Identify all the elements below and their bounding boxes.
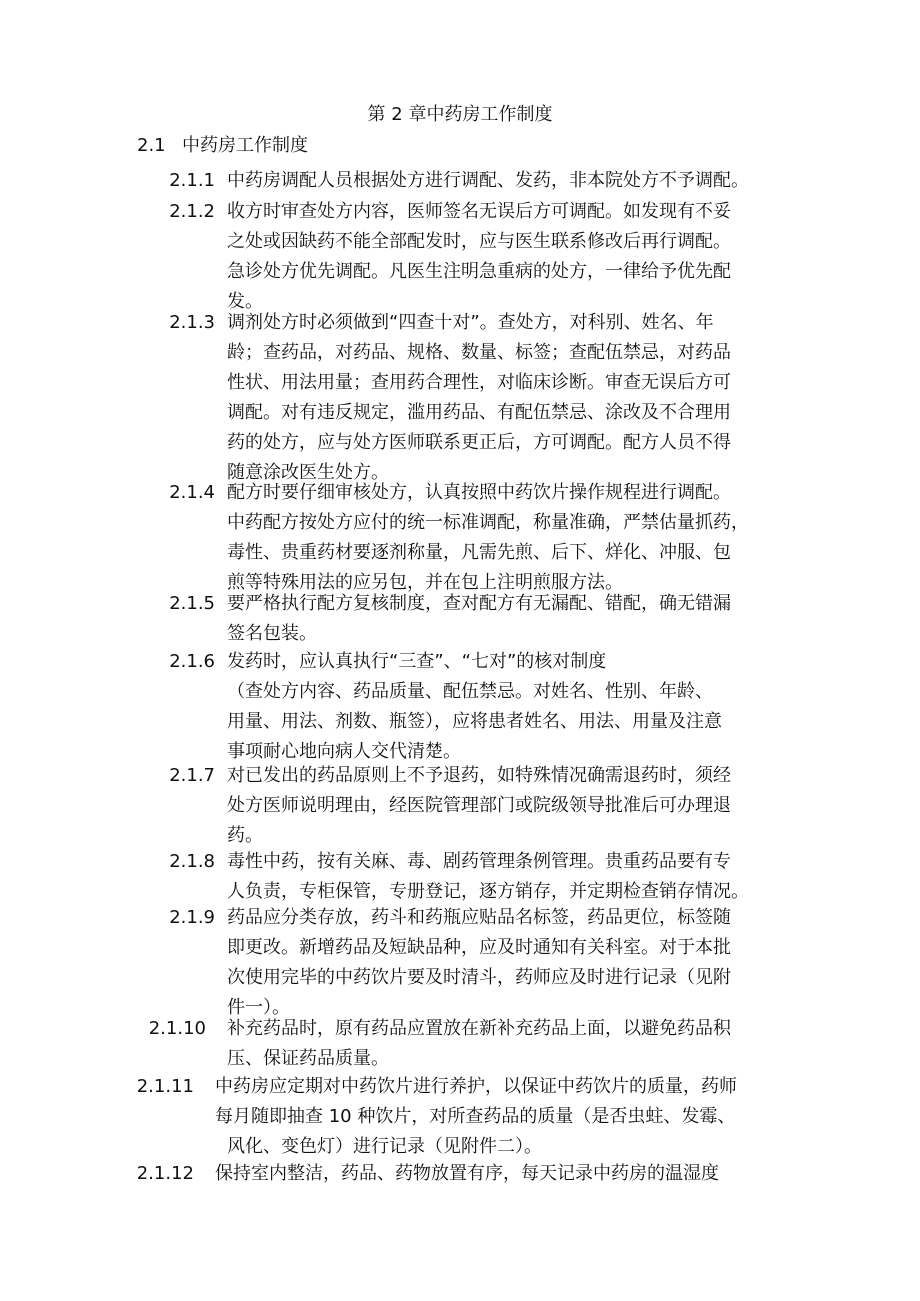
rule-text-line: 发。 bbox=[227, 291, 263, 312]
rule-text-line: 药品应分类存放，药斗和药瓶应贴品名标签，药品更位，标签随 bbox=[227, 907, 731, 928]
rule-text-line: 次使用完毕的中药饮片要及时清斗，药师应及时进行记录（见附 bbox=[227, 967, 731, 988]
section-title: 中药房工作制度 bbox=[182, 135, 308, 156]
rule-number: 2.1.4 bbox=[169, 482, 215, 503]
rule-text-line: 之处或因缺药不能全部配发时，应与医生联系修改后再行调配。 bbox=[227, 231, 731, 252]
rule-text-line: 收方时审查处方内容，医师签名无误后方可调配。如发现有不妥 bbox=[227, 201, 731, 222]
rule-text-line: 煎等特殊用法的应另包，并在包上注明煎服方法。 bbox=[227, 572, 623, 593]
rule-number: 2.1.11 bbox=[136, 1076, 194, 1097]
rule-text-line: 龄；查药品，对药品、规格、数量、标签；查配伍禁忌，对药品 bbox=[227, 342, 731, 363]
rule-text-line: 人负责，专柜保管，专册登记，逐方销存，并定期检查销存情况。 bbox=[227, 881, 749, 902]
rule-text-line: 对已发出的药品原则上不予退药，如特殊情况确需退药时，须经 bbox=[227, 765, 731, 786]
rule-number: 2.1.3 bbox=[169, 312, 215, 333]
rule-text-line: 处方医师说明理由，经医院管理部门或院级领导批准后可办理退 bbox=[227, 795, 731, 816]
chapter-title: 第 2 章中药房工作制度 bbox=[367, 104, 553, 125]
rule-text-line: 即更改。新增药品及短缺品种，应及时通知有关科室。对于本批 bbox=[227, 937, 731, 958]
section-heading bbox=[137, 131, 308, 161]
rule-text-line: 随意涂改医生处方。 bbox=[227, 462, 389, 483]
rule-text-line: 急诊处方优先调配。凡医生注明急重病的处方，一律给予优先配 bbox=[227, 261, 731, 282]
rule-number: 2.1.1 bbox=[169, 170, 215, 191]
rule-text-line: 签名包装。 bbox=[227, 623, 317, 644]
rule-text-line: 配方时要仔细审核处方，认真按照中药饮片操作规程进行调配。 bbox=[227, 482, 731, 503]
rule-text-line: （查处方内容、药品质量、配伍禁忌。对姓名、性别、年龄、 bbox=[227, 681, 713, 702]
rule-text-line: 压、保证药品质量。 bbox=[227, 1048, 389, 1069]
rule-number: 2.1.8 bbox=[169, 851, 215, 872]
rule-number: 2.1.7 bbox=[169, 765, 215, 786]
rule-text-line: 保持室内整洁，药品、药物放置有序，每天记录中药房的温湿度 bbox=[215, 1163, 719, 1184]
rule-text-line: 件一）。 bbox=[227, 997, 290, 1018]
rule-text-line: 药。 bbox=[227, 825, 263, 846]
rule-text-line: 毒性中药，按有关麻、毒、剧药管理条例管理。贵重药品要有专 bbox=[227, 851, 731, 872]
rule-text-line: 调剂处方时必须做到“四查十对”。查处方，对科别、姓名、年 bbox=[227, 312, 714, 333]
rule-number: 2.1.12 bbox=[136, 1163, 194, 1184]
rule-text-line: 风化、变色灯）进行记录（见附件二）。 bbox=[227, 1136, 542, 1157]
rule-number: 2.1.6 bbox=[169, 651, 215, 672]
rule-text-line: 中药配方按处方应付的统一标准调配，称量准确，严禁估量抓药， bbox=[227, 512, 749, 533]
rule-text-line: 补充药品时，原有药品应置放在新补充药品上面，以避免药品积 bbox=[227, 1018, 731, 1039]
rule-text-line: 每月随即抽查 10 种饮片，对所查药品的质量（是否虫蛀、发霉、 bbox=[215, 1106, 736, 1127]
rule-text-line: 发药时，应认真执行“三查”、“七对”的核对制度 bbox=[227, 651, 607, 672]
rule-text-line: 中药房应定期对中药饮片进行养护，以保证中药饮片的质量，药师 bbox=[215, 1076, 737, 1097]
rule-number: 2.1.2 bbox=[169, 201, 215, 222]
rule-text-line: 药的处方，应与处方医师联系更正后，方可调配。配方人员不得 bbox=[227, 432, 731, 453]
section-number: 2.1 bbox=[137, 135, 166, 156]
rule-number: 2.1.5 bbox=[169, 593, 215, 614]
rule-text-line: 中药房调配人员根据处方进行调配、发药，非本院处方不予调配。 bbox=[227, 170, 749, 191]
rule-text-line: 事项耐心地向病人交代清楚。 bbox=[227, 741, 461, 762]
rule-number: 2.1.10 bbox=[148, 1018, 206, 1039]
rule-text-line: 调配。对有违反规定，滥用药品、有配伍禁忌、涂改及不合理用 bbox=[227, 402, 731, 423]
rule-number: 2.1.9 bbox=[169, 907, 215, 928]
rule-text-line: 毒性、贵重药材要逐剂称量，凡需先煎、后下、烊化、冲服、包 bbox=[227, 542, 731, 563]
rule-text-line: 用量、用法、剂数、瓶签），应将患者姓名、用法、用量及注意 bbox=[227, 711, 722, 732]
rule-text-line: 要严格执行配方复核制度，查对配方有无漏配、错配，确无错漏 bbox=[227, 593, 731, 614]
rule-text-line: 性状、用法用量；查用药合理性，对临床诊断。审查无误后方可 bbox=[227, 372, 731, 393]
